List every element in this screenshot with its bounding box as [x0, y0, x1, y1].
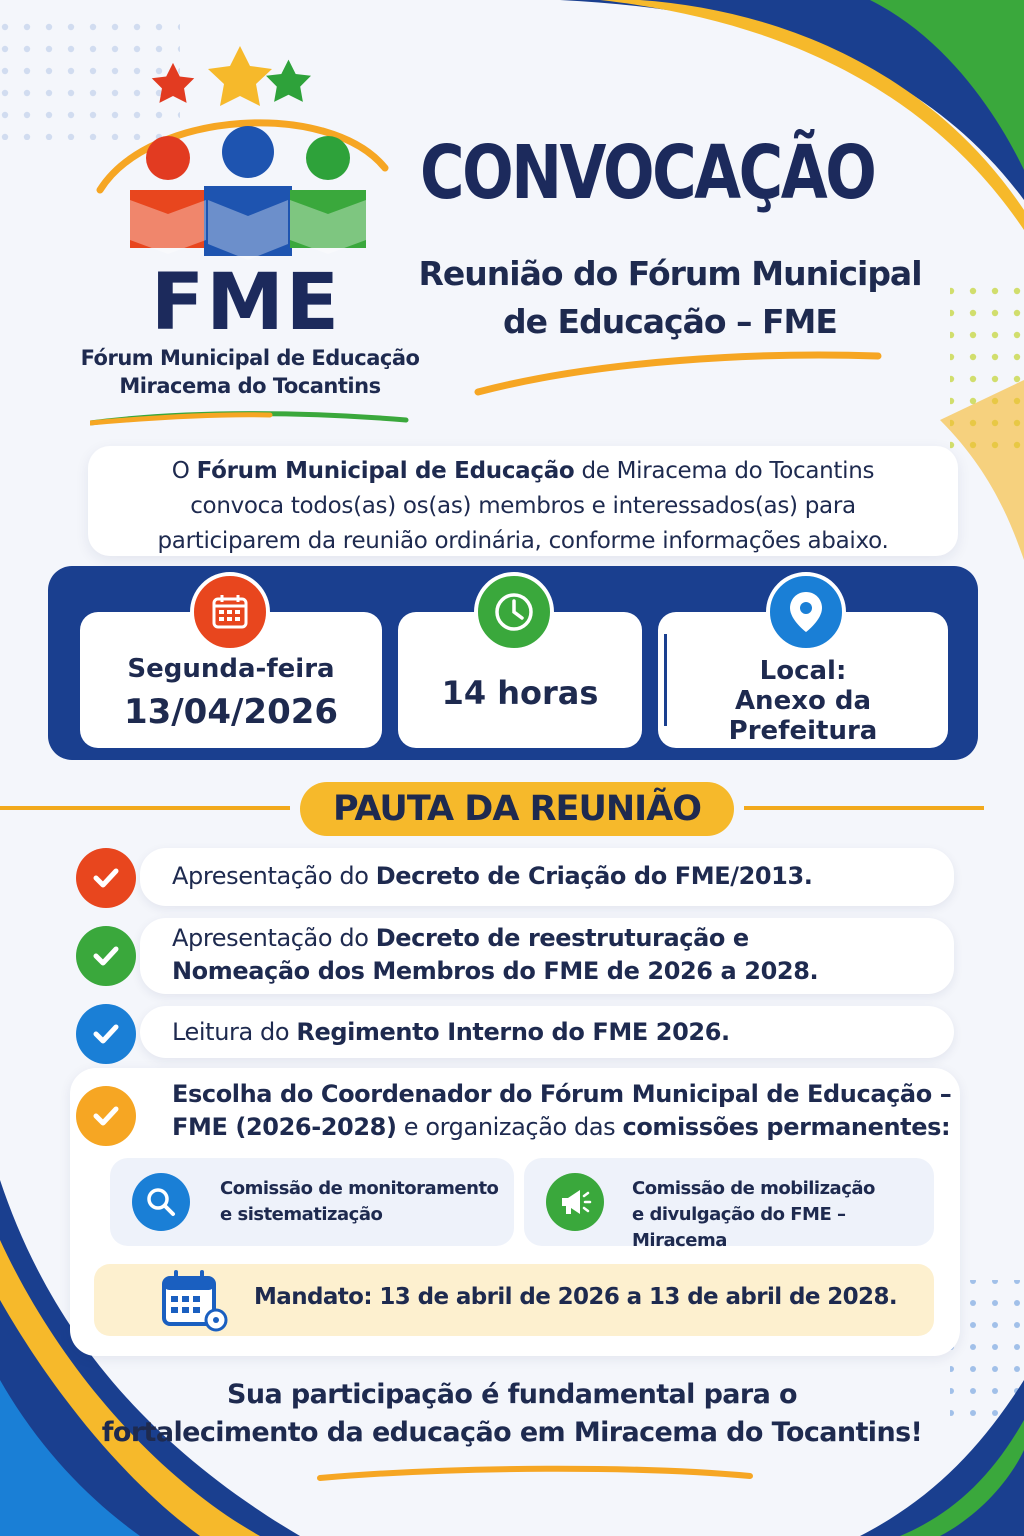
- location-pin-icon: [766, 572, 846, 652]
- check-icon: [76, 848, 136, 908]
- footer-message: [80, 1376, 944, 1452]
- page-subtitle: [410, 250, 930, 346]
- agenda-item-2: [140, 918, 954, 994]
- date-value: 13/04/2026: [123, 692, 339, 732]
- time-value: 14 horas: [441, 674, 599, 712]
- mandate-box: [94, 1264, 934, 1336]
- intro-org-name: Fórum Municipal de Educação: [196, 458, 575, 484]
- pauta-heading: PAUTA DA REUNIÃO: [300, 782, 734, 836]
- logo-name-line2: Miracema do Tocantins: [119, 374, 381, 398]
- agenda-item-1: [140, 848, 954, 906]
- commission-monitoring-text: Comissão de monitoramento e sistematização: [220, 1178, 499, 1225]
- calendar-icon: [190, 572, 270, 652]
- logo-acronym: FME: [150, 258, 342, 348]
- magnifier-icon: [132, 1173, 190, 1231]
- intro-line3: participarem da reunião ordinária, conforme informações abaixo.: [157, 528, 889, 554]
- agenda-item-1-text: Apresentação do Decreto de Criação do FME/2013.: [172, 862, 813, 890]
- page-title: CONVOCAÇÃO: [420, 130, 875, 216]
- intro-line2: convoca todos(as) os(as) membros e interessados(as) para: [190, 493, 856, 519]
- date-weekday: Segunda-feira: [127, 654, 335, 684]
- calendar-icon: [160, 1270, 232, 1338]
- mandate-text: Mandato: 13 de abril de 2026 a 13 de abril de 2028.: [254, 1284, 897, 1310]
- megaphone-icon: [546, 1173, 604, 1231]
- logo-name-line1: Fórum Municipal de Educação: [80, 346, 420, 370]
- location-text: Local: Anexo da Prefeitura: [728, 656, 878, 746]
- check-icon: [76, 926, 136, 986]
- footer-line1: Sua participação é fundamental para o: [226, 1379, 798, 1410]
- agenda-item-4-text: Escolha do Coordenador do Fórum Municipal de Educação – FME (2026-2028) e organização das comissões permanentes:: [172, 1080, 952, 1141]
- pauta-line-right: [744, 806, 984, 810]
- agenda-item-2-text: Apresentação do Decreto de reestruturação e Nomeação dos Membros do FME de 2026 a 2028.: [172, 924, 819, 985]
- commission-mobilization: [524, 1158, 934, 1251]
- intro-card: [88, 446, 958, 556]
- clock-icon: [474, 572, 554, 652]
- logo-name: [70, 344, 430, 400]
- subtitle-line1: Reunião do Fórum Municipal: [418, 254, 922, 293]
- agenda-item-3: [140, 1006, 954, 1058]
- subtitle-line2: de Educação – FME: [503, 302, 837, 341]
- commission-mobilization-text: Comissão de mobilização e divulgação do FME – Miracema: [632, 1178, 875, 1251]
- footer-line2: fortalecimento da educação em Miracema do Tocantins!: [101, 1417, 923, 1448]
- pauta-line-left: [0, 806, 290, 810]
- commission-monitoring: [110, 1158, 514, 1246]
- check-icon: [76, 1004, 136, 1064]
- check-icon: [76, 1086, 136, 1146]
- agenda-item-3-text: Leitura do Regimento Interno do FME 2026.: [172, 1018, 730, 1046]
- intro-text: O Fórum Municipal de Educação de Miracema do Tocantins convoca todos(as) os(as) membros e interessados(as) para participarem da reunião ordinária, conforme informações abaixo.: [88, 454, 958, 559]
